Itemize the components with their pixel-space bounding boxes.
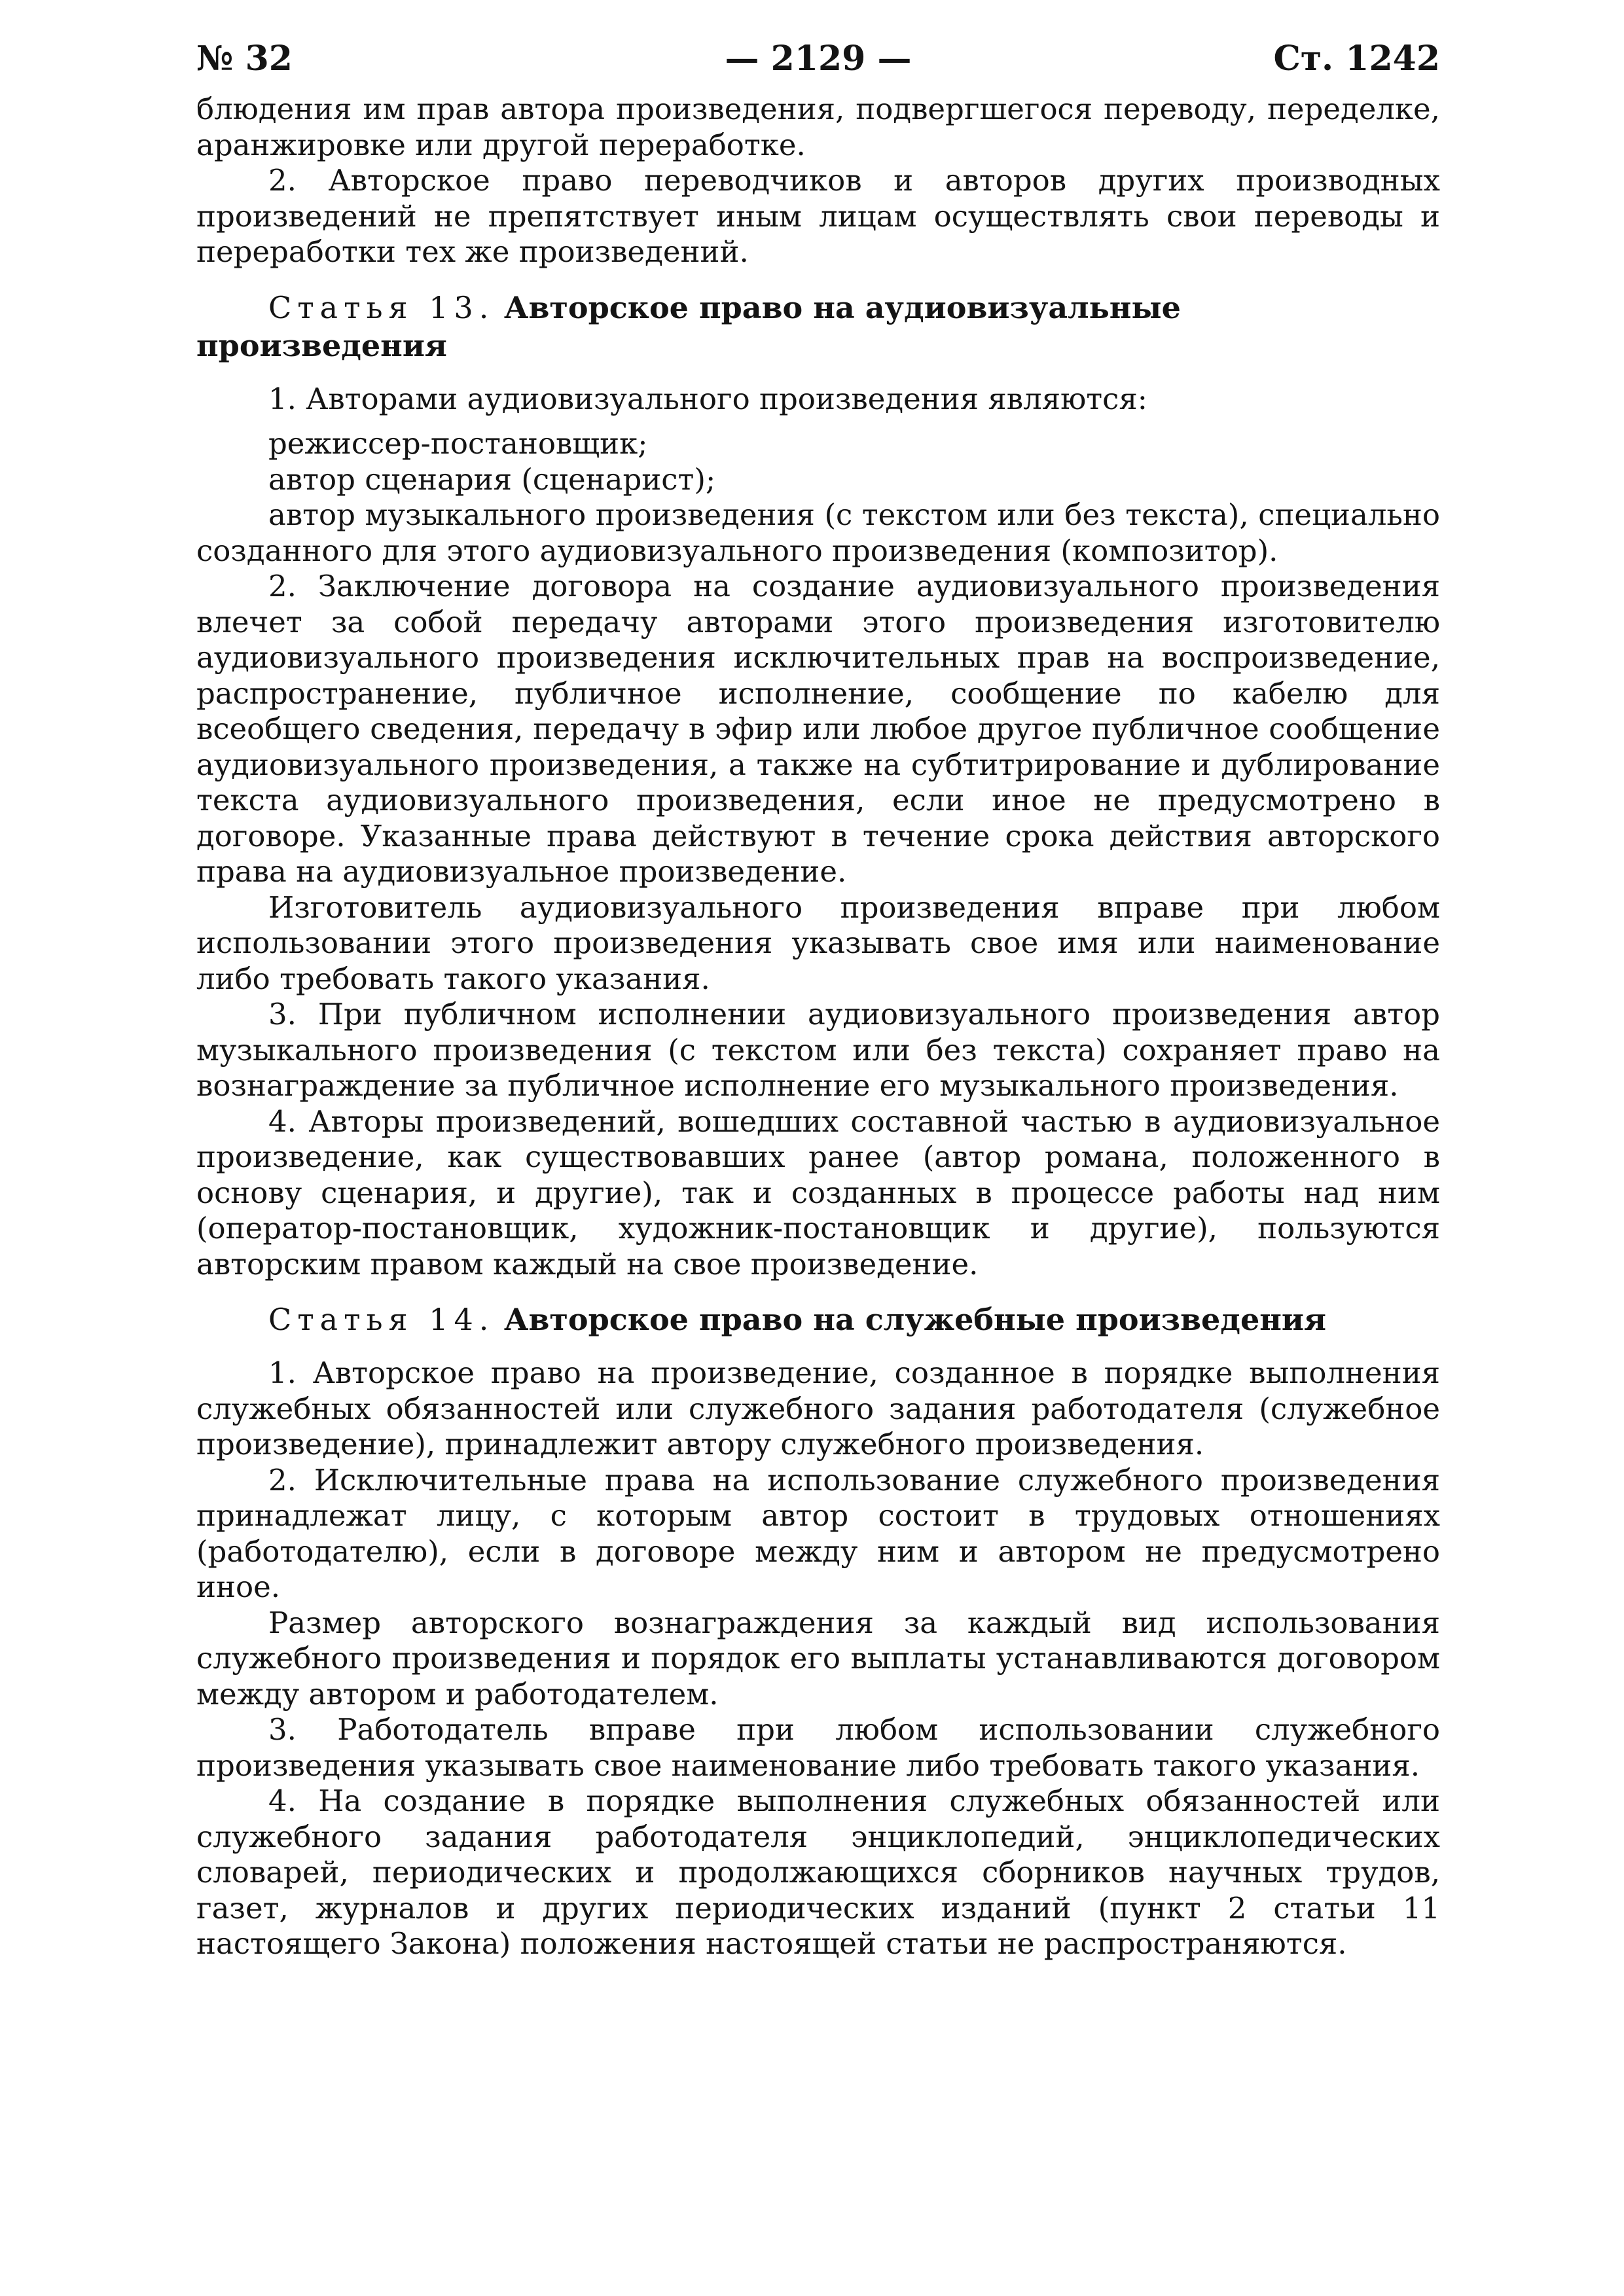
article-14-heading (196, 1300, 1440, 1338)
article-14-paragraph-1: 1. Авторское право на произведение, созданное в порядке выполнения служебных обязанностей или служебного задания работодателя (служебное произведение), принадлежит автору служебного произведения. (196, 1355, 1440, 1462)
article-13-label: Статья 13. (268, 289, 495, 325)
author-list-item: автор музыкального произведения (с текстом или без текста), специально созданного для этого аудиовизуального произведения (композитор). (196, 497, 1440, 568)
author-list-item: режиссер-постановщик; (268, 426, 648, 461)
author-list-item: автор сценария (сценарист); (268, 461, 716, 497)
article-13-paragraph-4: 4. Авторы произведений, вошедших составной частью в аудиовизуальное произведение, как существовавших ранее (автор романа, положенного в основу сценария, и другие), так и созданных в процессе работы над ним (оператор-постановщик, художник-постановщик и другие), пользуются авторским правом каждый на свое произведение. (196, 1103, 1440, 1282)
article-13-paragraph-2b: Изготовитель аудиовизуального произведения вправе при любом использовании этого произведения указывать свое имя или наименование либо требовать такого указания. (196, 889, 1440, 996)
article-14-label: Статья 14. (268, 1302, 495, 1337)
article-14-title: Авторское право на служебные произведения (503, 1302, 1326, 1337)
issue-number: № 32 (196, 39, 293, 79)
document-body (196, 92, 1440, 1962)
article-13-paragraph-1: 1. Авторами аудиовизуального произведения являются: (268, 381, 1147, 416)
page-number: — 2129 — (725, 39, 912, 79)
article-13-paragraph-3: 3. При публичном исполнении аудиовизуального произведения автор музыкального произведения (с текстом или без текста) сохраняет право на вознаграждение за публичное исполнение его музыкального произведения. (196, 997, 1440, 1103)
continuation-paragraph: блюдения им прав автора произведения, подвергшегося переводу, переделке, аранжировке или другой переработке. (196, 92, 1440, 162)
article-13-heading (196, 289, 1440, 365)
article-14-paragraph-4: 4. На создание в порядке выполнения служебных обязанностей или служебного задания работодателя энциклопедий, энциклопедических словарей, периодических и продолжающихся сборников научных трудов, газет, журналов и других периодических изданий (пункт 2 статьи 11 настоящего Закона) положения настоящей статьи не распространяются. (196, 1784, 1440, 1961)
document-page (196, 26, 1440, 2265)
running-header (196, 26, 1440, 92)
article-14-paragraph-2: 2. Исключительные права на использование служебного произведения принадлежат лицу, с которым автор состоит в трудовых отношениях (работодателю), если в договоре между ним и автором не предусмотрено иное. (196, 1462, 1440, 1604)
article-13-title: Авторское право на аудиовизуальные произведения (196, 289, 1181, 363)
article-13-paragraph-2: 2. Заключение договора на создание аудиовизуального произведения влечет за собой передачу авторами этого произведения изготовителю аудиовизуального произведения исключительных прав на воспроизведение, распространение, публичное исполнение, сообщение по кабелю для всеобщего сведения, передачу в эфир или любое другое публичное сообщение аудиовизуального произведения, а также на субтитрирование и дублирование текста аудиовизуального произведения, если иное не предусмотрено в договоре. Указанные права действуют в течение срока действия авторского права на аудиовизуальное произведение. (196, 569, 1440, 889)
article-14-paragraph-2b: Размер авторского вознаграждения за каждый вид использования служебного произведения и порядок его выплаты устанавливаются договором между автором и работодателем. (196, 1605, 1440, 1712)
continuation-paragraph: 2. Авторское право переводчиков и авторов других производных произведений не препятствует иным лицам осуществлять свои переводы и переработки тех же произведений. (196, 163, 1440, 269)
article-reference: Ст. 1242 (1273, 39, 1440, 79)
article-14-paragraph-3: 3. Работодатель вправе при любом использовании служебного произведения указывать свое наименование либо требовать такого указания. (196, 1712, 1440, 1783)
